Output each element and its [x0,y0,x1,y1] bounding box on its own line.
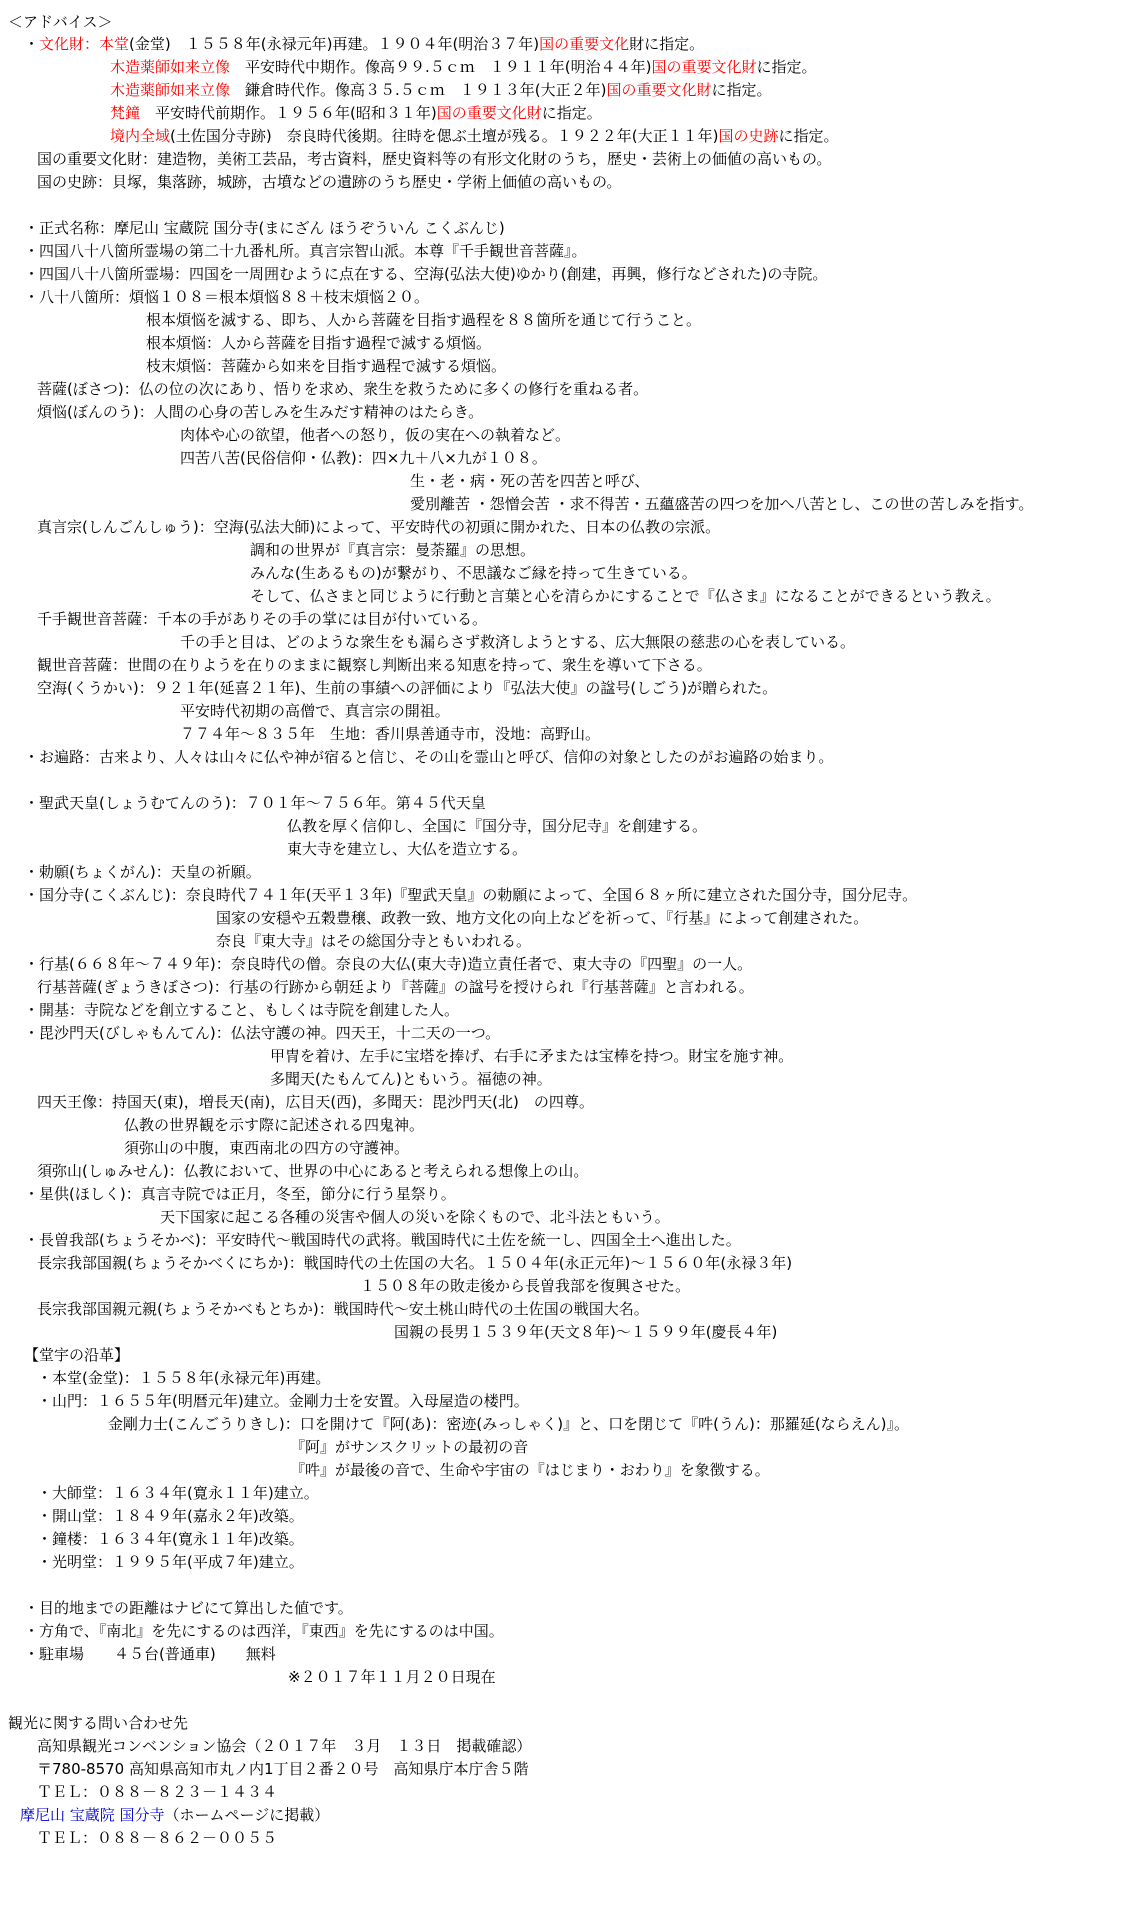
text-line: ・本堂(金堂)：１５５８年(永禄元年)再建。 [37,1369,331,1387]
text-line: 千の手と目は、どのような衆生をも漏らさず救済しようとする、広大無限の慈悲の心を表している。 [180,633,856,651]
text-line: ＜アドバイス＞ [8,13,113,31]
text-line: ・勅願(ちょくがん)：天皇の祈願。 [24,863,261,881]
text-line [20,1805,329,1825]
highlight-text: 国の重要文化財 [606,81,712,99]
highlight-text: 梵鐘 [110,104,141,122]
highlight-text: 国の重要文化 [539,35,630,53]
line-segment: に指定。 [541,104,602,122]
text-line: ・行基(６６８年～７４９年)：奈良時代の僧。奈良の大仏(東大寺)造立責任者で、東大寺の『四聖』の一人。 [24,955,753,973]
text-line: ・聖武天皇(しょうむてんのう)：７０１年～７５６年。第４５代天皇 [24,794,486,812]
text-line: 生・老・病・死の苦を四苦と呼び、 [410,472,650,490]
text-line: 根本煩悩を滅する、即ち、人から菩薩を目指す過程を８８箇所を通じて行うこと。 [146,311,702,329]
text-line: ・長曽我部(ちょうそかべ)：平安時代～戦国時代の武将。戦国時代に土佐を統一し、四国全土へ進出した。 [24,1231,741,1249]
text-line: ＴＥＬ：０８８－８６２－００５５ [37,1829,278,1847]
temple-name-text: 摩尼山 宝蔵院 国分寺 [20,1806,165,1824]
text-line: 四苦八苦(民俗信仰・仏教)：四×九＋八×九が１０８。 [180,449,547,467]
text-line: 枝末煩悩：菩薩から如来を目指す過程で滅する煩悩。 [146,357,507,375]
highlight-text: 木造薬師如来立像 [110,58,231,76]
line-segment: 財に指定。 [629,35,705,53]
highlight-text: 境内全域 [110,127,171,145]
text-line: 甲冑を着け、左手に宝塔を捧げ、右手に矛または宝棒を持つ。財宝を施す神。 [270,1047,794,1065]
text-line: ・星供(ほしく)：真言寺院では正月，冬至，節分に行う星祭り。 [24,1185,456,1203]
text-line: みんな(生あるもの)が繋がり、不思議なご縁を持って生きている。 [250,564,697,582]
text-line: 空海(くうかい)：９２１年(延喜２１年)、生前の事績への評価により『弘法大使』の諡号(しごう)が贈られた。 [37,679,778,697]
text-line: 金剛力士(こんごうりきし)：口を開けて『阿(あ)：密迹(みっしゃく)』と、口を閉じて『吽(うん)：那羅延(ならえん)』。 [108,1415,910,1433]
highlight-text: 国の重要文化財 [651,58,757,76]
text-line: 肉体や心の欲望，他者への怒り，仮の実在への執着など。 [180,426,571,444]
text-line: 平安時代初期の高僧で、真言宗の開祖。 [180,702,450,720]
text-line: ・開山堂：１８４９年(嘉永２年)改築。 [37,1507,304,1525]
text-line: 〒780-8570 高知県高知市丸ノ内1丁目２番２０号 高知県庁本庁舎５階 [37,1760,529,1778]
text-line: ・四国八十八箇所霊場の第二十九番札所。真言宗智山派。本尊『千手観世音菩薩』。 [24,242,587,260]
line-segment: 平安時代中期作。像高９９.５ｃｍ １９１１年(明治４４年) [230,58,652,76]
highlight-text: 国の重要文化財 [436,104,542,122]
text-line: 真言宗(しんごんしゅう)：空海(弘法大師)によって、平安時代の初頭に開かれた、日本の仏教の宗派。 [37,518,721,536]
text-line: ７７４年～８３５年 生地：香川県善通寺市，没地：高野山。 [180,725,601,743]
text-line: ・八十八箇所：煩悩１０８＝根本煩悩８８＋枝末煩悩２０。 [24,288,430,306]
text-line: ・山門：１６５５年(明暦元年)建立。金剛力士を安置。入母屋造の楼門。 [37,1392,529,1410]
text-line: 【堂宇の沿革】 [24,1346,130,1364]
text-line: 天下国家に起こる各種の災害や個人の災いを除くもので、北斗法ともいう。 [160,1208,670,1226]
line-segment: 平安時代前期作。１９５６年(昭和３１年) [140,104,437,122]
text-line: 四天王像：持国天(東)，増長天(南)，広目天(西)，多聞天：毘沙門天(北) の四尊。 [37,1093,594,1111]
text-line: 仏教を厚く信仰し、全国に『国分寺，国分尼寺』を創建する。 [287,817,708,835]
text-line: 長宗我部国親(ちょうそかべくにちか)：戦国時代の土佐国の大名。１５０４年(永正元年)～１５６０年(永禄３年) [37,1254,793,1272]
line-segment: 鎌倉時代作。像高３５.５ｃｍ １９１３年(大正２年) [230,81,607,99]
text-line: ・目的地までの距離はナビにて算出した値です。 [24,1599,353,1617]
text-line: 東大寺を建立し、大仏を造立する。 [287,840,528,858]
text-line: 愛別離苦 ・怨憎会苦 ・求不得苦・五蘊盛苦の四つを加へ八苦とし、この世の苦しみを指す。 [410,495,1034,513]
text-line: 国の重要文化財：建造物，美術工芸品，考古資料，歴史資料等の有形文化財のうち，歴史・芸術上の価値の高いもの。 [37,150,832,168]
text-line: 国の史跡：貝塚，集落跡，城跡，古墳などの遺跡のうち歴史・学術上価値の高いもの。 [37,173,622,191]
text-line: 国家の安穏や五穀豊穣、政教一致、地方文化の向上などを祈って、『行基』によって創建された。 [216,909,869,927]
text-line: 奈良『東大寺』はその総国分寺ともいわれる。 [216,932,532,950]
text-line: ＴＥＬ：０８８－８２３－１４３４ [37,1783,278,1801]
text-line: ・鐘楼：１６３４年(寛永１１年)改築。 [37,1530,304,1548]
text-line: 千手観世音菩薩：千本の手がありその手の掌には目が付いている。 [37,610,488,628]
text-line: ・開基：寺院などを創立すること、もしくは寺院を創建した人。 [24,1001,460,1019]
text-line: ・お遍路：古来より、人々は山々に仏や神が宿ると信じ、その山を霊山と呼び、信仰の対象としたのがお遍路の始まり。 [24,748,834,766]
line-segment: に指定。 [756,58,817,76]
text-line: 多聞天(たもんてん)ともいう。福徳の神。 [270,1070,552,1088]
line-segment: (土佐国分寺跡) 奈良時代後期。往時を偲ぶ土壇が残る。１９２２年(大正１１年) [170,127,719,145]
text-line: ・駐車場 ４５台(普通車) 無料 [24,1645,276,1663]
text-line [110,80,772,100]
highlight-text: 木造薬師如来立像 [110,81,231,99]
text-line: ※２０１７年１１月２０日現在 [288,1668,496,1686]
highlight-text: 文化財：本堂 [39,35,130,53]
line-segment: (金堂) １５５８年(永禄元年)再建。１９０４年(明治３７年) [129,35,540,53]
text-line: 根本煩悩：人から菩薩を目指す過程で滅する煩悩。 [146,334,492,352]
text-line: 観光に関する問い合わせ先 [8,1714,189,1732]
text-line: 調和の世界が『真言宗：曼荼羅』の思想。 [250,541,536,559]
text-line: 『阿』がサンスクリットの最初の音 [290,1438,529,1456]
text-line: 長宗我部国親元親(ちょうそかべもとちか)：戦国時代～安土桃山時代の土佐国の戦国大名。 [37,1300,649,1318]
text-line: 菩薩(ぼさつ)：仏の位の次にあり、悟りを求め、衆生を救うために多くの修行を重ねる者。 [37,380,649,398]
text-line: 仏教の世界観を示す際に記述される四鬼神。 [124,1116,425,1134]
text-line: 『吽』が最後の音で、生命や宇宙の『はじまり・おわり』を象徴する。 [290,1461,770,1479]
text-line: そして、仏さまと同じように行動と言葉と心を清らかにすることで『仏さま』になることができるという教え。 [250,587,1001,605]
text-line: ・国分寺(こくぶんじ)：奈良時代７４１年(天平１３年)『聖武天皇』の勅願によって、全国６８ヶ所に建立された国分寺，国分尼寺。 [24,886,918,904]
text-line: 須弥山の中腹，東西南北の四方の守護神。 [124,1139,410,1157]
text-line [110,126,838,146]
text-line: 須弥山(しゅみせん)：仏教において、世界の中心にあると考えられる想像上の山。 [37,1162,589,1180]
text-line [24,34,704,54]
text-line [110,103,602,123]
text-line: ・方角で、『南北』を先にするのは西洋，『東西』を先にするのは中国。 [24,1622,504,1640]
highlight-text: 国の史跡 [718,127,779,145]
text-line: ・正式名称：摩尼山 宝蔵院 国分寺(まにざん ほうぞういん こくぶんじ) [24,219,505,237]
text-line: ・光明堂：１９９５年(平成７年)建立。 [37,1553,304,1571]
text-line [110,57,817,77]
text-line: ・大師堂：１６３４年(寛永１１年)建立。 [37,1484,319,1502]
text-line: ・毘沙門天(びしゃもんてん)：仏法守護の神。四天王，十二天の一つ。 [24,1024,501,1042]
text-line: 国親の長男１５３９年(天文８年)～１５９９年(慶長４年) [394,1323,778,1341]
line-segment: ・ [24,35,40,53]
text-line: 観世音菩薩：世間の在りようを在りのままに観察し判断出来る知恵を持って、衆生を導いて下さる。 [37,656,712,674]
text-line: 煩悩(ぼんのう)：人間の心身の苦しみを生みだす精神のはたらき。 [37,403,484,421]
line-segment: （ホームページに掲載） [164,1806,330,1824]
text-line: 高知県観光コンベンション協会（２０１７年 ３月 １３日 掲載確認） [37,1737,532,1755]
line-segment: に指定。 [711,81,772,99]
line-segment: に指定。 [778,127,839,145]
text-line: ・四国八十八箇所霊場：四国を一周囲むように点在する、空海(弘法大使)ゆかり(創建，再興，修行などされた)の寺院。 [24,265,828,283]
text-line: 行基菩薩(ぎょうきぼさつ)：行基の行跡から朝廷より『菩薩』の諡号を授けられ『行基菩薩』と言われる。 [37,978,754,996]
text-line: １５０８年の敗走後から長曽我部を復興させた。 [360,1277,691,1295]
